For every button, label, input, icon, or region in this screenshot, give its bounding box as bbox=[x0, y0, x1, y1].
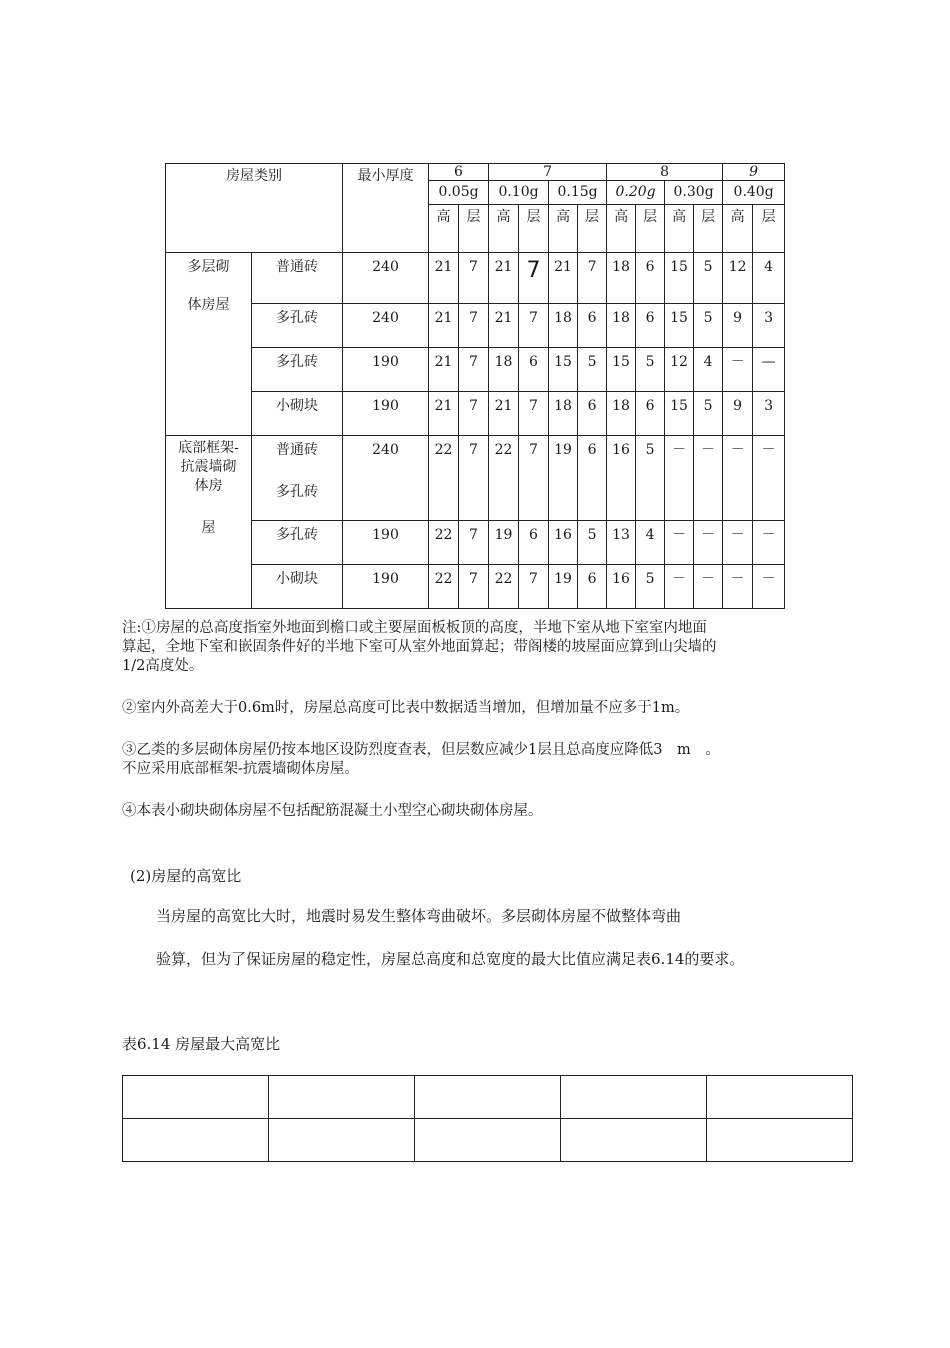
note-2: ②室内外高差大于0.6m时，房屋总高度可比表中数据适当增加，但增加量不应多于1m。 bbox=[122, 700, 690, 716]
min-thickness: 240 bbox=[343, 436, 429, 521]
min-thickness: 190 bbox=[343, 392, 429, 436]
value-cell: 15 bbox=[665, 304, 694, 348]
header-intensity-8: 8 bbox=[607, 164, 723, 181]
table-cell bbox=[415, 1076, 561, 1119]
value-cell: 5 bbox=[578, 521, 607, 565]
material-type: 多孔砖 bbox=[252, 304, 343, 348]
value-cell: 5 bbox=[636, 565, 665, 609]
value-cell: － bbox=[753, 436, 785, 521]
value-cell: － bbox=[723, 565, 753, 609]
header-floors: 层 bbox=[753, 205, 785, 253]
value-cell: 18 bbox=[607, 304, 636, 348]
header-floors: 层 bbox=[636, 205, 665, 253]
header-min-thickness: 最小厚度 bbox=[343, 164, 429, 253]
value-cell: 22 bbox=[489, 565, 519, 609]
value-cell: 15 bbox=[665, 253, 694, 304]
category-multistory-masonry bbox=[166, 253, 252, 436]
value-cell: 15 bbox=[665, 392, 694, 436]
value-cell: － bbox=[694, 565, 723, 609]
value-cell: 9 bbox=[723, 392, 753, 436]
value-cell: 21 bbox=[429, 253, 459, 304]
value-cell: 7 bbox=[519, 392, 549, 436]
body-paragraph: 验算，但为了保证房屋的稳定性，房屋总高度和总宽度的最大比值应满足表6.14的要求。 bbox=[156, 950, 745, 968]
value-cell: — bbox=[753, 348, 785, 392]
value-cell: 22 bbox=[429, 521, 459, 565]
header-acc-030: 0.30g bbox=[665, 181, 723, 205]
value-cell: 12 bbox=[665, 348, 694, 392]
value-cell: 6 bbox=[578, 436, 607, 521]
header-height: 高 bbox=[489, 205, 519, 253]
value-cell: 6 bbox=[578, 304, 607, 348]
value-cell: 18 bbox=[489, 348, 519, 392]
note-3-line: ③乙类的多层砌体房屋仍按本地区设防烈度查表，但层数应减少1层且总高度应降低3 m 。 bbox=[122, 742, 720, 758]
table-cell bbox=[269, 1119, 415, 1162]
value-cell: 5 bbox=[578, 348, 607, 392]
table-row bbox=[123, 1076, 853, 1119]
body-paragraph: 当房屋的高宽比大时，地震时易发生整体弯曲破坏。多层砌体房屋不做整体弯曲 bbox=[156, 907, 682, 925]
value-cell: 22 bbox=[489, 436, 519, 521]
value-cell: 6 bbox=[578, 392, 607, 436]
value-cell: 18 bbox=[607, 253, 636, 304]
table-cell bbox=[707, 1119, 853, 1162]
value-cell: 19 bbox=[549, 565, 578, 609]
header-intensity-6: 6 bbox=[429, 164, 489, 181]
value-cell: 6 bbox=[578, 565, 607, 609]
value-cell: － bbox=[723, 436, 753, 521]
header-floors: 层 bbox=[694, 205, 723, 253]
value-cell: 21 bbox=[489, 392, 519, 436]
value-cell bbox=[519, 253, 549, 304]
category-line: 屋 bbox=[201, 520, 216, 536]
min-thickness: 190 bbox=[343, 348, 429, 392]
value-cell-large: 7 bbox=[526, 258, 541, 283]
min-thickness: 240 bbox=[343, 253, 429, 304]
value-cell: 7 bbox=[459, 436, 489, 521]
value-cell: 13 bbox=[607, 521, 636, 565]
value-cell: 21 bbox=[429, 392, 459, 436]
value-cell: 5 bbox=[636, 436, 665, 521]
value-cell: 7 bbox=[459, 565, 489, 609]
min-thickness: 190 bbox=[343, 521, 429, 565]
note-1-line: 注:①房屋的总高度指室外地面到檐口或主要屋面板板顶的高度，半地下室从地下室室内地面 bbox=[122, 620, 707, 636]
header-acc-020: 0.20g bbox=[607, 181, 665, 205]
category-line: 多层砌 bbox=[187, 259, 230, 275]
header-height: 高 bbox=[665, 205, 694, 253]
value-cell: － bbox=[665, 436, 694, 521]
value-cell: 6 bbox=[636, 304, 665, 348]
table-cell bbox=[561, 1076, 707, 1119]
value-cell: － bbox=[723, 521, 753, 565]
material-type: 小砌块 bbox=[252, 565, 343, 609]
value-cell: 15 bbox=[607, 348, 636, 392]
category-line: 体房屋 bbox=[187, 297, 230, 313]
value-cell: － bbox=[723, 348, 753, 392]
value-cell: 6 bbox=[519, 521, 549, 565]
category-line: 抗震墙砌 bbox=[180, 459, 237, 475]
table-cell bbox=[415, 1119, 561, 1162]
table-cell bbox=[707, 1076, 853, 1119]
height-limit-table bbox=[165, 163, 785, 609]
value-cell: 7 bbox=[459, 521, 489, 565]
value-cell: 16 bbox=[607, 436, 636, 521]
note-1-line: 算起，全地下室和嵌固条件好的半地下室可从室外地面算起；带阁楼的坡屋面应算到山尖墙的 bbox=[122, 639, 717, 655]
value-cell: － bbox=[753, 521, 785, 565]
header-intensity-7: 7 bbox=[489, 164, 607, 181]
value-cell: － bbox=[753, 565, 785, 609]
value-cell: 16 bbox=[549, 521, 578, 565]
header-floors: 层 bbox=[459, 205, 489, 253]
value-cell: － bbox=[694, 436, 723, 521]
value-cell: 7 bbox=[459, 253, 489, 304]
category-line: 体房 bbox=[194, 478, 223, 494]
material-type-line: 普通砖 bbox=[276, 442, 318, 458]
note-3 bbox=[122, 741, 842, 779]
header-height: 高 bbox=[723, 205, 753, 253]
value-cell: － bbox=[694, 521, 723, 565]
value-cell: 7 bbox=[578, 253, 607, 304]
value-cell: 5 bbox=[636, 348, 665, 392]
min-thickness: 240 bbox=[343, 304, 429, 348]
value-cell: 6 bbox=[519, 348, 549, 392]
value-cell: 21 bbox=[429, 304, 459, 348]
value-cell: 6 bbox=[636, 253, 665, 304]
value-cell: 4 bbox=[694, 348, 723, 392]
header-acc-005: 0.05g bbox=[429, 181, 489, 205]
table-cell bbox=[123, 1076, 269, 1119]
aspect-ratio-table bbox=[122, 1075, 853, 1162]
section-heading: (2)房屋的高宽比 bbox=[130, 867, 242, 885]
value-cell: 4 bbox=[636, 521, 665, 565]
note-1 bbox=[122, 619, 842, 676]
material-type: 普通砖 bbox=[252, 253, 343, 304]
material-type: 小砌块 bbox=[252, 392, 343, 436]
category-line: 底部框架- bbox=[178, 440, 239, 456]
value-cell: 7 bbox=[459, 348, 489, 392]
value-cell: 16 bbox=[607, 565, 636, 609]
material-type: 多孔砖 bbox=[252, 348, 343, 392]
table-cell bbox=[561, 1119, 707, 1162]
value-cell: 19 bbox=[489, 521, 519, 565]
value-cell: 19 bbox=[549, 436, 578, 521]
header-height: 高 bbox=[607, 205, 636, 253]
value-cell: 22 bbox=[429, 436, 459, 521]
value-cell: 7 bbox=[519, 565, 549, 609]
material-type: 多孔砖 bbox=[252, 521, 343, 565]
value-cell: 7 bbox=[519, 436, 549, 521]
header-height: 高 bbox=[429, 205, 459, 253]
value-cell: － bbox=[665, 521, 694, 565]
value-cell: 18 bbox=[549, 392, 578, 436]
value-cell: 15 bbox=[549, 348, 578, 392]
value-cell: 21 bbox=[489, 304, 519, 348]
value-cell: 6 bbox=[636, 392, 665, 436]
material-type bbox=[252, 436, 343, 521]
value-cell: 3 bbox=[753, 304, 785, 348]
table-row bbox=[123, 1119, 853, 1162]
value-cell: 18 bbox=[549, 304, 578, 348]
header-acc-015: 0.15g bbox=[549, 181, 607, 205]
header-height: 高 bbox=[549, 205, 578, 253]
table-cell bbox=[269, 1076, 415, 1119]
value-cell: 7 bbox=[459, 392, 489, 436]
value-cell: 22 bbox=[429, 565, 459, 609]
value-cell: 21 bbox=[489, 253, 519, 304]
header-floors: 层 bbox=[519, 205, 549, 253]
note-1-line: 1/2高度处。 bbox=[122, 658, 204, 674]
value-cell: 12 bbox=[723, 253, 753, 304]
category-bottom-frame bbox=[166, 436, 252, 609]
value-cell: 18 bbox=[607, 392, 636, 436]
value-cell: 7 bbox=[519, 304, 549, 348]
header-category: 房屋类别 bbox=[166, 164, 343, 253]
note-3-line: 不应采用底部框架-抗震墙砌体房屋。 bbox=[122, 761, 359, 777]
value-cell: 3 bbox=[753, 392, 785, 436]
value-cell: 21 bbox=[549, 253, 578, 304]
table-cell bbox=[123, 1119, 269, 1162]
value-cell: 5 bbox=[694, 392, 723, 436]
value-cell: 4 bbox=[753, 253, 785, 304]
value-cell: 7 bbox=[459, 304, 489, 348]
min-thickness: 190 bbox=[343, 565, 429, 609]
value-cell: 5 bbox=[694, 253, 723, 304]
header-acc-040: 0.40g bbox=[723, 181, 785, 205]
value-cell: 9 bbox=[723, 304, 753, 348]
value-cell: － bbox=[665, 565, 694, 609]
note-4: ④本表小砌块砌体房屋不包括配筋混凝土小型空心砌块砌体房屋。 bbox=[122, 803, 543, 819]
header-floors: 层 bbox=[578, 205, 607, 253]
header-acc-010: 0.10g bbox=[489, 181, 549, 205]
table-caption: 表6.14 房屋最大高宽比 bbox=[122, 1035, 281, 1053]
header-intensity-9: 9 bbox=[723, 164, 785, 181]
value-cell: 21 bbox=[429, 348, 459, 392]
value-cell: 5 bbox=[694, 304, 723, 348]
material-type-line: 多孔砖 bbox=[276, 484, 318, 500]
